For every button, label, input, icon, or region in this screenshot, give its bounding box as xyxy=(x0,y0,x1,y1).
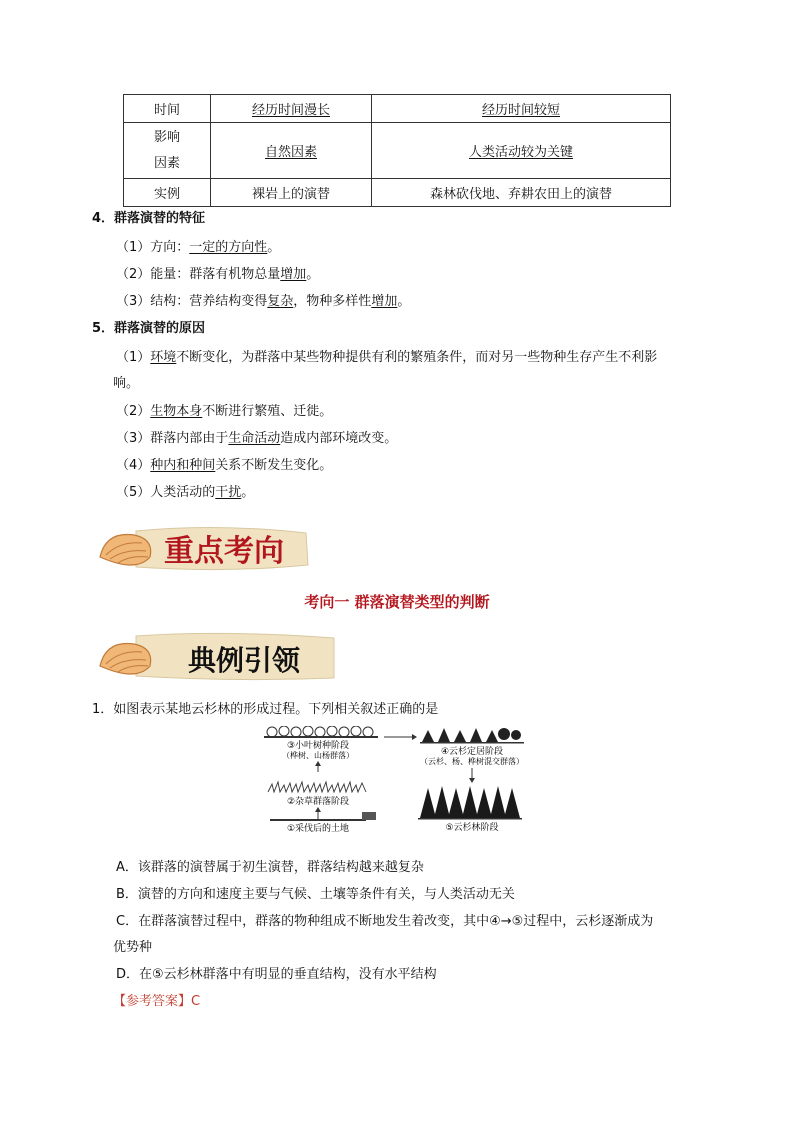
banner-graphic xyxy=(96,628,340,684)
list-item: （2）能量：群落有机物总量增加。 xyxy=(116,267,320,282)
row-label: 影响 因素 xyxy=(124,123,211,179)
bare-land-icon xyxy=(270,812,376,821)
typical-examples-banner xyxy=(96,628,340,680)
option-c: C．在群落演替过程中，群落的物种组成不断地发生着改变，其中④→⑤过程中，云杉逐渐成为 xyxy=(116,914,654,929)
list-item-continuation: 响。 xyxy=(113,376,140,391)
option-a: A．该群落的演替属于初生演替，群落结构越来越复杂 xyxy=(116,860,424,875)
succession-figure xyxy=(262,726,534,832)
up-arrow-icon xyxy=(315,807,321,820)
table-row xyxy=(124,95,671,123)
option-b: B．演替的方向和速度主要与气候、土壤等条件有关，与人类活动无关 xyxy=(116,887,515,902)
cell: 经历时间漫长 xyxy=(251,103,330,118)
table-row xyxy=(124,179,671,207)
banner-title: 典例引领 xyxy=(188,644,301,677)
list-item: （4）种内和种间关系不断发生变化。 xyxy=(116,458,333,473)
row-label: 时间 xyxy=(124,95,211,123)
small-leaf-trees-icon xyxy=(264,726,378,738)
option-d: D．在⑤云杉林群落中有明显的垂直结构，没有水平结构 xyxy=(116,967,437,982)
cell: 裸岩上的演替 xyxy=(211,179,372,207)
stage-2-label: ②杂草群落阶段 xyxy=(286,797,350,807)
section-5-heading: 5．群落演替的原因 xyxy=(92,321,206,336)
banner-title: 重点考向 xyxy=(164,534,284,569)
cell: 自然因素 xyxy=(264,145,317,160)
answer-label: 【参考答案】 xyxy=(113,994,192,1009)
mixed-forest-icon xyxy=(420,728,524,744)
shell-icon xyxy=(100,643,151,674)
table-row xyxy=(124,123,671,179)
stage-3-sublabel: （桦树、山杨群落） xyxy=(282,751,354,760)
reference-answer xyxy=(113,990,200,1009)
grass-icon xyxy=(268,782,366,792)
answer-value: C xyxy=(191,994,201,1009)
right-arrow-icon xyxy=(384,734,417,740)
cell: 经历时间较短 xyxy=(481,103,560,118)
list-item: （5）人类活动的干扰。 xyxy=(116,485,255,500)
section-title: 考向一 群落演替类型的判断 xyxy=(304,593,490,611)
row-label: 实例 xyxy=(124,179,211,207)
up-arrow-icon xyxy=(315,761,321,772)
question-stem: 1．如图表示某地云杉林的形成过程。下列相关叙述正确的是 xyxy=(92,702,439,717)
list-item: （2）生物本身不断进行繁殖、迁徙。 xyxy=(116,404,333,419)
shell-icon xyxy=(100,534,151,565)
cell: 森林砍伐地、弃耕农田上的演替 xyxy=(372,179,671,207)
down-arrow-icon xyxy=(469,768,475,783)
stage-5-label: ⑤云杉林阶段 xyxy=(445,823,499,832)
spruce-forest-icon xyxy=(418,786,522,820)
list-item: （3）结构：营养结构变得复杂，物种多样性增加。 xyxy=(116,294,411,309)
stage-3-label: ③小叶树种阶段 xyxy=(286,741,350,751)
stage-4-label: ④云杉定居阶段 xyxy=(440,747,504,757)
stage-4-sublabel: （云杉、杨、桦树混交群落） xyxy=(420,757,524,766)
stage-1-label: ①采伐后的土地 xyxy=(286,824,350,832)
section-4-heading: 4．群落演替的特征 xyxy=(92,211,206,226)
banner-graphic xyxy=(96,521,312,577)
list-item: （1）方向：一定的方向性。 xyxy=(116,240,281,255)
option-c-continuation: 优势种 xyxy=(113,940,153,955)
list-item: （1）环境不断变化，为群落中某些物种提供有利的繁殖条件，而对另一些物种生存产生不利影 xyxy=(116,350,658,365)
cell: 人类活动较为关键 xyxy=(468,145,573,160)
comparison-table xyxy=(123,94,671,207)
list-item: （3）群落内部由于生命活动造成内部环境改变。 xyxy=(116,431,398,446)
key-directions-banner xyxy=(96,521,312,573)
